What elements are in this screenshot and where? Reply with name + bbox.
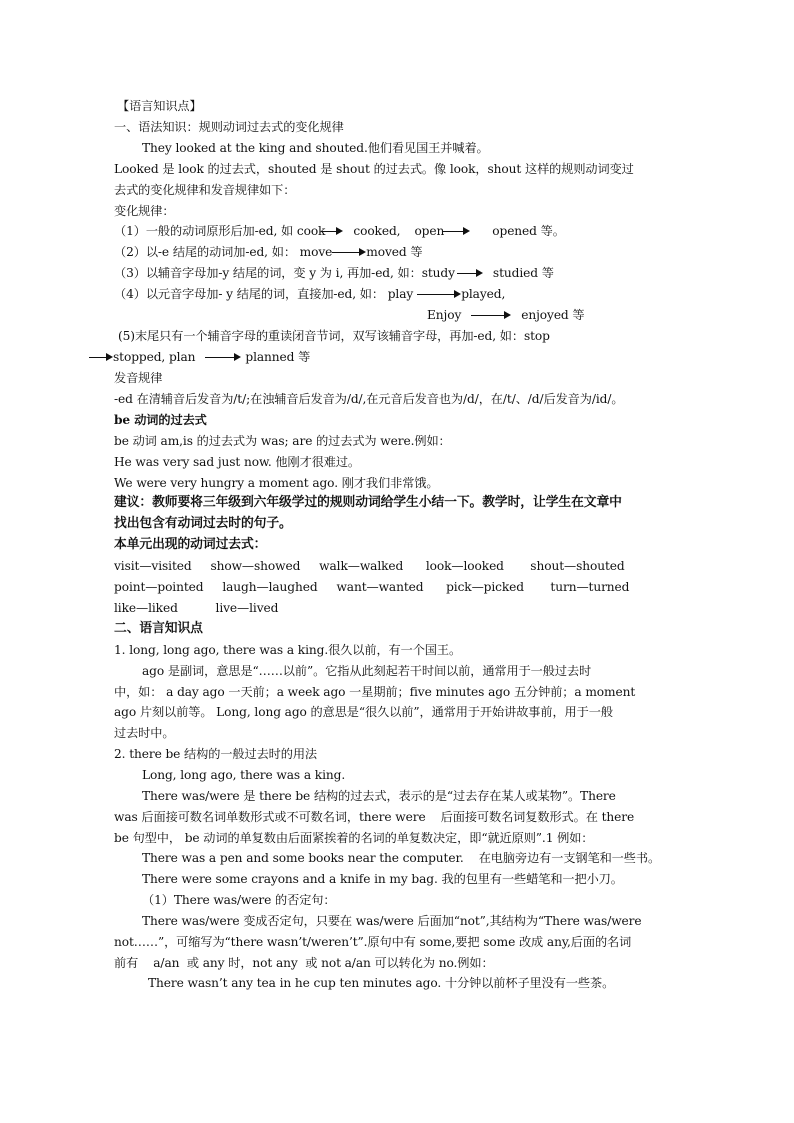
rule-5-word-2: planned 等	[245, 350, 311, 364]
point-1-title: 1. long, long ago, there was a king.很久以前，有一个国王。	[114, 643, 462, 657]
point-2-line-d: be 句型中， be 动词的单复数由后面紧挨着的名词的单复数决定，即“就近原则”.1 例如：	[114, 831, 594, 845]
pronunciation-text: -ed 在清辅音后发音为/t/;在浊辅音后发音为/d/,在元音后发音也为/d/，在/t/、/d/后发音为/id/。	[114, 392, 624, 406]
rule-5-line-2	[89, 347, 310, 367]
arrow-icon	[417, 284, 461, 304]
arrow-icon	[471, 305, 511, 325]
rule-4b-text: Enjoy	[427, 308, 462, 322]
rule-2-word: moved 等	[366, 245, 423, 259]
arrow-icon	[332, 242, 366, 262]
point-2-example: Long, long ago, there was a king.	[142, 768, 346, 782]
advice-line-2: 找出包含有动词过去时的句子。	[114, 516, 292, 531]
rule-3-word: studied 等	[492, 266, 554, 280]
point-1-line-d: 过去时中。	[114, 726, 175, 740]
negative-title: （1）There was/were 的否定句：	[142, 893, 336, 907]
arrow-icon	[442, 221, 470, 241]
heading: 【语言知识点】	[117, 99, 202, 113]
rule-4	[114, 284, 505, 304]
rule-3-text: （3）以辅音字母加-y 结尾的词，变 y 为 i, 再加-ed, 如：study	[114, 266, 455, 280]
example-sentence: They looked at the king and shouted.他们看见国王并喊着。	[142, 141, 489, 155]
verbs-row-2: point—pointed laugh—laughed want—wanted pick—picked turn—turned	[114, 580, 630, 594]
point-2-line-c: was 后面接可数名词单数形式或不可数名词，there were 后面接可数名词复数形式。在 there	[114, 810, 635, 824]
verbs-row-3: like—liked live—lived	[114, 601, 279, 615]
rule-1	[114, 221, 565, 241]
rules-title: 变化规律：	[114, 204, 175, 218]
arrow-icon	[321, 221, 343, 241]
rule-1-word-1: cooked,	[353, 224, 401, 238]
intro-line-2: 去式的变化规律和发音规律如下：	[114, 183, 296, 197]
intro-line-1: Looked 是 look 的过去式，shouted 是 shout 的过去式。像 look，shout 这样的规则动词变过	[114, 162, 634, 176]
point-1-line-a: ago 是副词，意思是“……以前”。它指从此刻起若干时间以前，通常用于一般过去时	[142, 664, 592, 678]
negative-line-3: 前有 a/an 或 any 时，not any 或 not a/an 可以转化为 no.例如：	[114, 956, 494, 970]
negative-example: There wasn’t any tea in he cup ten minutes ago. 十分钟以前杯子里没有一些茶。	[148, 976, 615, 990]
rule-4-second	[427, 305, 585, 325]
section1-title: 一、语法知识：规则动词过去式的变化规律	[114, 120, 344, 134]
arrow-icon	[205, 347, 241, 367]
rule-3	[114, 263, 554, 283]
point-2-line-b: There was/were 是 there be 结构的过去式，表示的是“过去存在某人或某物”。There	[142, 789, 616, 803]
arrow-icon	[89, 347, 113, 367]
be-text: be 动词 am,is 的过去式为 was; are 的过去式为 were.例如：	[114, 434, 451, 448]
point-2-title: 2. there be 结构的一般过去时的用法	[114, 747, 318, 761]
point-2-example-3: There were some crayons and a knife in my bag. 我的包里有一些蜡笔和一把小刀。	[142, 872, 623, 886]
advice-line-1: 建议：教师要将三年级到六年级学过的规则动词给学生小结一下。教学时，让学生在文章中	[114, 495, 622, 510]
rule-1-word-2: open	[414, 224, 445, 238]
negative-line-2: not……”，可缩写为“there wasn’t/weren’t”.原句中有 some,要把 some 改成 any,后面的名词	[114, 935, 632, 949]
be-example-2: We were very hungry a moment ago. 刚才我们非常饿。	[114, 476, 439, 490]
rule-1-word-3: opened	[492, 224, 537, 238]
rule-1-text: （1）一般的动词原形后加-ed, 如 cook	[114, 224, 326, 238]
rule-5-word-1: stopped, plan	[113, 350, 196, 364]
rule-5-line-1: (5)末尾只有一个辅音字母的重读闭音节词，双写该辅音字母，再加-ed, 如：stop	[118, 329, 550, 343]
rule-2	[114, 242, 422, 262]
arrow-icon	[457, 263, 483, 283]
rule-4-text: （4）以元音字母加- y 结尾的词，直接加-ed, 如： play	[114, 287, 414, 301]
point-2-example-2: There was a pen and some books near the computer. 在电脑旁边有一支钢笔和一些书。	[142, 851, 661, 865]
point-1-line-b: 中，如： a day ago 一天前；a week ago 一星期前；five minutes ago 五分钟前；a moment	[114, 685, 636, 699]
verbs-row-1: visit—visited show—showed walk—walked look—looked shout—shouted	[114, 559, 625, 573]
rule-4-word: played,	[461, 287, 506, 301]
be-example-1: He was very sad just now. 他刚才很难过。	[114, 455, 361, 469]
unit-verbs-title: 本单元出现的动词过去式：	[114, 537, 267, 552]
rule-1-end: 等。	[540, 224, 565, 238]
be-title: be 动词的过去式	[114, 413, 207, 427]
section2-title: 二、语言知识点	[114, 621, 203, 636]
negative-line-1: There was/were 变成否定句，只要在 was/were 后面加“not”,其结构为“There was/were	[142, 914, 642, 928]
rule-4b-word: enjoyed 等	[521, 308, 585, 322]
rule-2-text: （2）以-e 结尾的动词加-ed, 如： move	[114, 245, 333, 259]
pronunciation-title: 发音规律	[114, 371, 163, 385]
point-1-line-c: ago 片刻以前等。 Long, long ago 的意思是“很久以前”，通常用于开始讲故事前，用于一般	[114, 705, 613, 719]
